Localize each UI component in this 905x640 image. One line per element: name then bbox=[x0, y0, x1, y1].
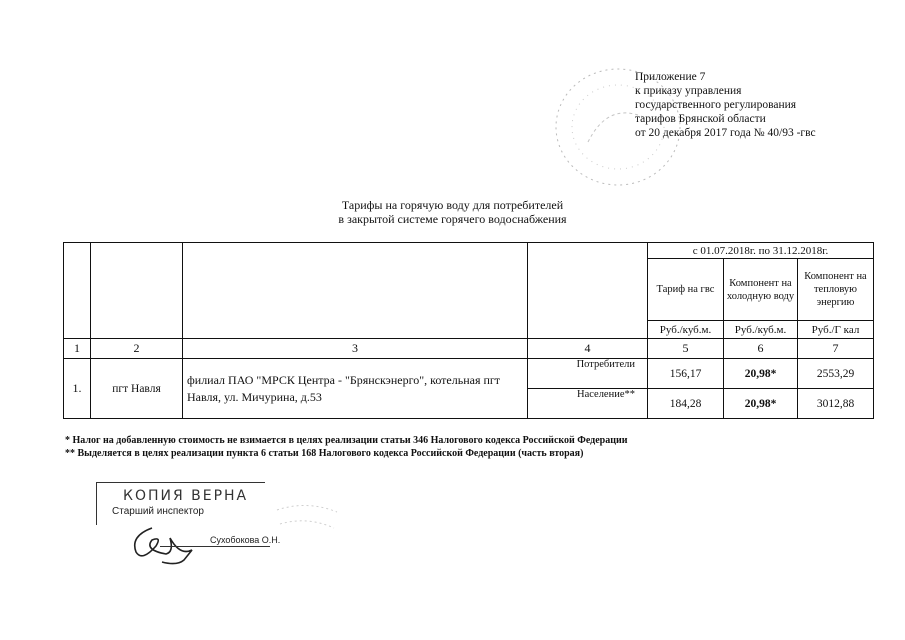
appendix-header bbox=[635, 70, 816, 140]
organization-cell: филиал ПАО "МРСК Центра - "Брянскэнерго", котельная пгт Навля, ул. Мичурина, д.53 bbox=[183, 359, 528, 419]
header-cell-empty bbox=[91, 243, 183, 339]
cold-water-column-header: Компонент на холодную воду bbox=[724, 259, 798, 321]
header-cell-empty bbox=[528, 243, 648, 339]
unit-heat-energy: Руб./Г кал bbox=[798, 321, 874, 339]
unit-cold-water: Руб./куб.м. bbox=[724, 321, 798, 339]
heat-energy-column-header: Компонент на тепловую энергию bbox=[798, 259, 874, 321]
column-number: 2 bbox=[91, 339, 183, 359]
appendix-authority: государственного регулирования bbox=[635, 99, 797, 111]
footnote-vat-exempt: * Налог на добавленную стоимость не взимается в целях реализации статьи 346 Налогового кодекса Российской Федерации bbox=[65, 435, 628, 446]
heat-energy-value: 3012,88 bbox=[798, 389, 874, 419]
copy-stamp-title: КОПИЯ ВЕРНА bbox=[123, 488, 249, 504]
column-number: 4 bbox=[528, 339, 648, 359]
inspector-name: Сухобокова О.Н. bbox=[210, 535, 281, 545]
header-cell-empty bbox=[183, 243, 528, 339]
cold-water-value: 20,98* bbox=[724, 359, 798, 389]
faint-seal-icon bbox=[272, 500, 342, 540]
column-number: 6 bbox=[724, 339, 798, 359]
cold-water-value: 20,98* bbox=[724, 389, 798, 419]
unit-tariff: Руб./куб.м. bbox=[648, 321, 724, 339]
inspector-role: Старший инспектор bbox=[112, 506, 204, 517]
settlement-cell: пгт Навля bbox=[91, 359, 183, 419]
column-number: 7 bbox=[798, 339, 874, 359]
period-header: с 01.07.2018г. по 31.12.2018г. bbox=[648, 243, 874, 259]
appendix-number: Приложение 7 bbox=[635, 71, 706, 83]
consumer-group-name: Потребители bbox=[528, 359, 648, 389]
column-number: 1 bbox=[64, 339, 91, 359]
heat-energy-value: 2553,29 bbox=[798, 359, 874, 389]
signature-icon bbox=[122, 516, 212, 566]
title-line-1: Тарифы на горячую воду для потребителей bbox=[341, 198, 564, 212]
footnotes bbox=[65, 434, 628, 460]
tariffs-table bbox=[63, 242, 874, 419]
consumer-group-name: Население** bbox=[528, 389, 648, 419]
appendix-order-ref: к приказу управления bbox=[635, 85, 742, 97]
title-line-2: в закрытой системе горячего водоснабжения bbox=[338, 212, 567, 226]
row-number: 1. bbox=[64, 359, 91, 419]
tariff-value: 184,28 bbox=[648, 389, 724, 419]
tariff-column-header: Тариф на гвс bbox=[648, 259, 724, 321]
signature-line bbox=[160, 546, 270, 547]
column-number: 3 bbox=[183, 339, 528, 359]
document-title bbox=[0, 198, 905, 226]
tariff-value: 156,17 bbox=[648, 359, 724, 389]
footnote-vat-allocated: ** Выделяется в целях реализации пункта 6 статьи 168 Налогового кодекса Российской Федерации (часть вторая) bbox=[65, 448, 584, 459]
header-cell-empty bbox=[64, 243, 91, 339]
appendix-date: от 20 декабря 2017 года № 40/93 -гвс bbox=[635, 127, 816, 139]
column-number: 5 bbox=[648, 339, 724, 359]
appendix-authority-region: тарифов Брянской области bbox=[635, 113, 766, 125]
